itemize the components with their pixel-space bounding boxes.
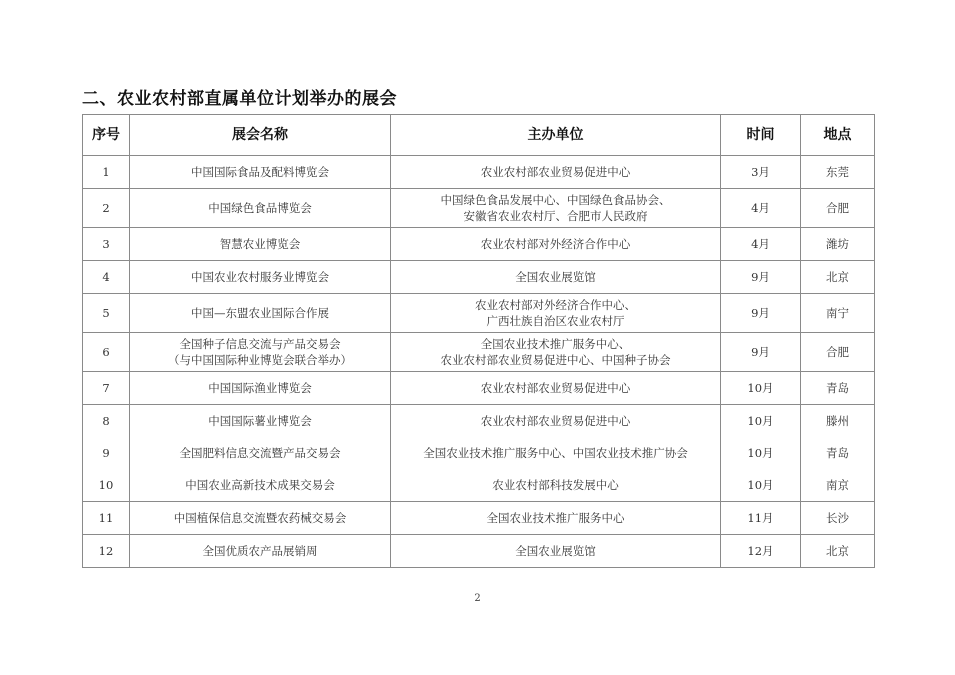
cell-name [130, 189, 391, 228]
cell-no: 4 [83, 261, 130, 294]
cell-organizer-line: 安徽省农业农村厅、合肥市人民政府 [463, 209, 648, 223]
exhibition-table [82, 114, 875, 568]
cell-organizer-line: 农业农村部对外经济合作中心 [480, 237, 631, 251]
table-row [83, 372, 875, 405]
cell-organizer [391, 469, 721, 502]
cell-organizer-line: 中国绿色食品发展中心、中国绿色食品协会、 [440, 193, 671, 207]
cell-time: 3月 [721, 156, 801, 189]
cell-name-line: 中国农业高新技术成果交易会 [185, 478, 335, 492]
cell-place: 合肥 [801, 333, 875, 372]
header-name: 展会名称 [130, 115, 391, 156]
cell-place: 东莞 [801, 156, 875, 189]
cell-time: 9月 [721, 261, 801, 294]
cell-place: 北京 [801, 261, 875, 294]
cell-time: 11月 [721, 502, 801, 535]
cell-name-line: 中国国际渔业博览会 [208, 381, 312, 395]
cell-time: 10月 [721, 437, 801, 469]
cell-name [130, 294, 391, 333]
cell-name [130, 405, 391, 438]
cell-name-line: 全国种子信息交流与产品交易会 [179, 337, 341, 351]
cell-no: 6 [83, 333, 130, 372]
table-row [83, 469, 875, 502]
cell-name-line: （与中国国际种业博览会联合举办） [168, 353, 352, 367]
cell-organizer-line: 广西壮族自治区农业农村厅 [486, 314, 625, 328]
cell-no: 9 [83, 437, 130, 469]
table-row [83, 189, 875, 228]
cell-organizer-line: 农业农村部科技发展中心 [492, 478, 619, 492]
table-row [83, 261, 875, 294]
header-no: 序号 [83, 115, 130, 156]
section-heading: 二、农业农村部直属单位计划举办的展会 [82, 89, 397, 109]
cell-no: 1 [83, 156, 130, 189]
table-row [83, 294, 875, 333]
cell-time: 9月 [721, 333, 801, 372]
cell-organizer [391, 261, 721, 294]
cell-no: 2 [83, 189, 130, 228]
table-row [83, 437, 875, 469]
cell-name [130, 535, 391, 568]
cell-time: 9月 [721, 294, 801, 333]
cell-organizer [391, 535, 721, 568]
cell-place: 青岛 [801, 437, 875, 469]
cell-organizer [391, 437, 721, 469]
cell-organizer-line: 农业农村部农业贸易促进中心、中国种子协会 [440, 353, 671, 367]
table-row [83, 228, 875, 261]
cell-organizer [391, 405, 721, 438]
cell-organizer [391, 228, 721, 261]
table-row [83, 535, 875, 568]
cell-time: 10月 [721, 372, 801, 405]
cell-name-line: 中国绿色食品博览会 [208, 201, 312, 215]
table-header-row [83, 115, 875, 156]
cell-name [130, 437, 391, 469]
cell-place: 青岛 [801, 372, 875, 405]
cell-name [130, 502, 391, 535]
cell-name-line: 中国国际食品及配料博览会 [191, 165, 329, 179]
cell-place: 潍坊 [801, 228, 875, 261]
header-place: 地点 [801, 115, 875, 156]
cell-no: 11 [83, 502, 130, 535]
cell-organizer-line: 农业农村部对外经济合作中心、 [475, 298, 636, 312]
cell-name-line: 中国—东盟农业国际合作展 [191, 306, 329, 320]
cell-organizer [391, 156, 721, 189]
cell-no: 12 [83, 535, 130, 568]
cell-time: 12月 [721, 535, 801, 568]
cell-time: 4月 [721, 228, 801, 261]
cell-organizer [391, 372, 721, 405]
header-organizer: 主办单位 [391, 115, 721, 156]
table-row [83, 333, 875, 372]
cell-name [130, 372, 391, 405]
cell-place: 滕州 [801, 405, 875, 438]
cell-name-line: 中国国际薯业博览会 [208, 414, 312, 428]
cell-name-line: 智慧农业博览会 [219, 237, 301, 251]
cell-time: 4月 [721, 189, 801, 228]
table-row [83, 502, 875, 535]
cell-organizer-line: 农业农村部农业贸易促进中心 [480, 381, 631, 395]
page-number: 2 [474, 593, 481, 604]
cell-organizer [391, 189, 721, 228]
cell-organizer-line: 全国农业技术推广服务中心 [486, 511, 625, 525]
cell-name [130, 261, 391, 294]
cell-no: 7 [83, 372, 130, 405]
cell-name-line: 中国农业农村服务业博览会 [191, 270, 329, 284]
cell-organizer [391, 333, 721, 372]
cell-organizer-line: 农业农村部农业贸易促进中心 [480, 414, 631, 428]
cell-name [130, 333, 391, 372]
cell-name-line: 全国优质农产品展销周 [202, 544, 318, 558]
cell-name [130, 469, 391, 502]
cell-organizer [391, 502, 721, 535]
cell-organizer-line: 全国农业展览馆 [515, 270, 596, 284]
cell-organizer [391, 294, 721, 333]
table-row [83, 405, 875, 438]
cell-no: 8 [83, 405, 130, 438]
cell-organizer-line: 全国农业技术推广服务中心、 [480, 337, 631, 351]
cell-name [130, 156, 391, 189]
cell-place: 合肥 [801, 189, 875, 228]
cell-no: 3 [83, 228, 130, 261]
cell-place: 北京 [801, 535, 875, 568]
cell-organizer-line: 全国农业技术推广服务中心、中国农业技术推广协会 [423, 446, 688, 460]
cell-time: 10月 [721, 405, 801, 438]
cell-organizer-line: 全国农业展览馆 [515, 544, 596, 558]
cell-place: 南京 [801, 469, 875, 502]
cell-time: 10月 [721, 469, 801, 502]
cell-no: 5 [83, 294, 130, 333]
cell-organizer-line: 农业农村部农业贸易促进中心 [480, 165, 631, 179]
cell-name [130, 228, 391, 261]
header-time: 时间 [721, 115, 801, 156]
cell-place: 长沙 [801, 502, 875, 535]
table-row [83, 156, 875, 189]
cell-no: 10 [83, 469, 130, 502]
cell-place: 南宁 [801, 294, 875, 333]
cell-name-line: 全国肥料信息交流暨产品交易会 [179, 446, 341, 460]
cell-name-line: 中国植保信息交流暨农药械交易会 [173, 511, 347, 525]
